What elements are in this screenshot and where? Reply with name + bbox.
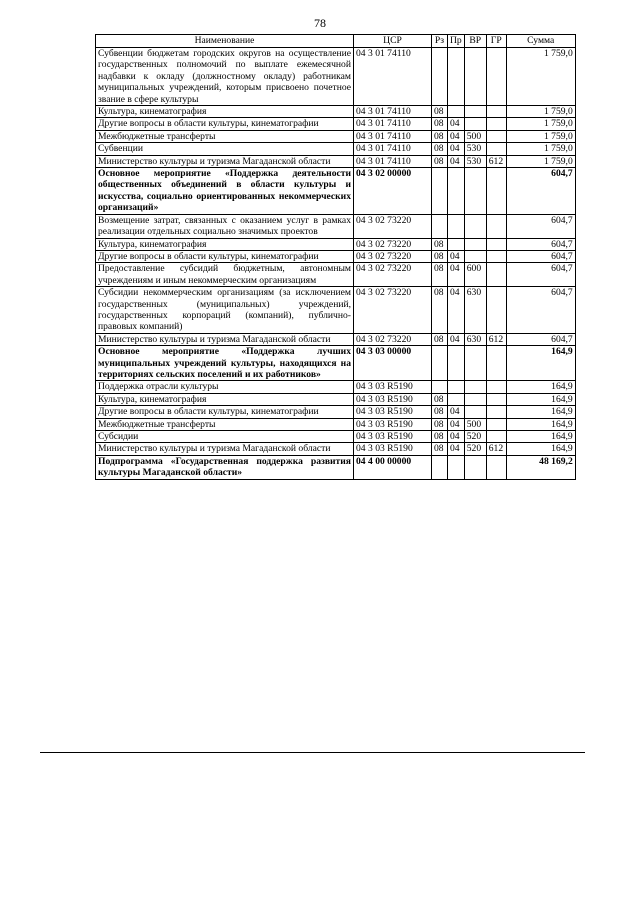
cell-gr: [486, 346, 506, 381]
cell-vr: [464, 406, 486, 418]
cell-csr: 04 3 02 73220: [354, 214, 432, 238]
cell-rz: 08: [432, 333, 448, 345]
cell-pr: [448, 238, 465, 250]
table-row: [96, 443, 576, 455]
cell-sum: 604,7: [506, 168, 575, 215]
cell-vr: [464, 168, 486, 215]
cell-sum: 1 759,0: [506, 118, 575, 130]
table-header-row: [96, 35, 576, 48]
table-row: [96, 287, 576, 334]
cell-csr: 04 3 03 R5190: [354, 418, 432, 430]
budget-table: [95, 34, 576, 480]
cell-csr: 04 3 01 74110: [354, 143, 432, 155]
cell-pr: 04: [448, 443, 465, 455]
header-sum: Сумма: [506, 35, 575, 48]
cell-pr: 04: [448, 250, 465, 262]
cell-csr: 04 3 02 73220: [354, 287, 432, 334]
cell-rz: [432, 346, 448, 381]
cell-csr: 04 3 03 R5190: [354, 393, 432, 405]
cell-csr: 04 3 02 73220: [354, 250, 432, 262]
cell-gr: [486, 287, 506, 334]
table-row: [96, 106, 576, 118]
table-row: [96, 143, 576, 155]
cell-vr: [464, 48, 486, 106]
cell-gr: [486, 455, 506, 479]
cell-csr: 04 3 03 R5190: [354, 443, 432, 455]
cell-vr: [464, 214, 486, 238]
table-row: [96, 155, 576, 167]
cell-rz: 08: [432, 406, 448, 418]
cell-name: Субвенции бюджетам городских округов на осуществление государственных полномочий по выплате ежемесячной надбавки к окладу (должностному окладу) работникам муниципальных учреждений, которым присвоено почетное звание в сфере культуры: [96, 48, 354, 106]
cell-vr: [464, 381, 486, 393]
cell-name: Основное мероприятие «Поддержка лучших муниципальных учреждений культуры, находящихся на территориях сельских поселений и их работников»: [96, 346, 354, 381]
cell-vr: 500: [464, 418, 486, 430]
cell-pr: [448, 381, 465, 393]
cell-vr: 630: [464, 287, 486, 334]
cell-sum: 1 759,0: [506, 130, 575, 142]
cell-pr: [448, 214, 465, 238]
cell-vr: [464, 346, 486, 381]
header-rz: Рз: [432, 35, 448, 48]
table-row: [96, 346, 576, 381]
cell-gr: [486, 48, 506, 106]
cell-vr: [464, 106, 486, 118]
cell-sum: 164,9: [506, 406, 575, 418]
table-row: [96, 130, 576, 142]
header-vr: ВР: [464, 35, 486, 48]
cell-pr: [448, 455, 465, 479]
cell-pr: 04: [448, 418, 465, 430]
cell-sum: 164,9: [506, 418, 575, 430]
cell-vr: 520: [464, 431, 486, 443]
cell-name: Межбюджетные трансферты: [96, 418, 354, 430]
table-row: [96, 381, 576, 393]
table-row: [96, 263, 576, 287]
cell-pr: 04: [448, 118, 465, 130]
cell-rz: 08: [432, 143, 448, 155]
cell-vr: 530: [464, 143, 486, 155]
cell-rz: [432, 214, 448, 238]
header-gr: ГР: [486, 35, 506, 48]
cell-csr: 04 3 01 74110: [354, 155, 432, 167]
cell-csr: 04 3 01 74110: [354, 118, 432, 130]
cell-csr: 04 3 01 74110: [354, 106, 432, 118]
cell-rz: [432, 168, 448, 215]
page-number: 78: [314, 16, 326, 30]
cell-sum: 604,7: [506, 250, 575, 262]
table-row: [96, 168, 576, 215]
cell-name: Основное мероприятие «Поддержка деятельности общественных объединений в области культуры и искусства, социально ориентированных некоммерческих организаций»: [96, 168, 354, 215]
cell-pr: 04: [448, 155, 465, 167]
cell-rz: 08: [432, 118, 448, 130]
cell-name: Субсидии некоммерческим организациям (за исключением государственных (муниципальных) учреждений, государственных корпораций (компаний), публично-правовых компаний): [96, 287, 354, 334]
cell-sum: 604,7: [506, 263, 575, 287]
cell-rz: 08: [432, 431, 448, 443]
cell-pr: 04: [448, 130, 465, 142]
cell-name: Другие вопросы в области культуры, кинематографии: [96, 406, 354, 418]
cell-pr: [448, 168, 465, 215]
cell-csr: 04 3 03 R5190: [354, 431, 432, 443]
cell-name: Министерство культуры и туризма Магаданской области: [96, 443, 354, 455]
cell-gr: [486, 238, 506, 250]
header-name: Наименование: [96, 35, 354, 48]
cell-name: Министерство культуры и туризма Магаданской области: [96, 333, 354, 345]
cell-gr: [486, 118, 506, 130]
cell-name: Возмещение затрат, связанных с оказанием услуг в рамках реализации отдельных социально значимых проектов: [96, 214, 354, 238]
cell-vr: [464, 250, 486, 262]
cell-name: Поддержка отрасли культуры: [96, 381, 354, 393]
cell-gr: [486, 381, 506, 393]
cell-name: Подпрограмма «Государственная поддержка развития культуры Магаданской области»: [96, 455, 354, 479]
cell-gr: [486, 106, 506, 118]
footer-divider: [40, 752, 585, 753]
cell-gr: 612: [486, 333, 506, 345]
cell-gr: 612: [486, 443, 506, 455]
cell-gr: [486, 406, 506, 418]
cell-sum: 1 759,0: [506, 155, 575, 167]
cell-csr: 04 3 02 73220: [354, 263, 432, 287]
cell-name: Культура, кинематография: [96, 106, 354, 118]
cell-sum: 1 759,0: [506, 106, 575, 118]
cell-rz: [432, 381, 448, 393]
cell-sum: 604,7: [506, 214, 575, 238]
cell-pr: [448, 48, 465, 106]
cell-name: Субвенции: [96, 143, 354, 155]
cell-sum: 164,9: [506, 431, 575, 443]
cell-rz: 08: [432, 238, 448, 250]
cell-gr: [486, 250, 506, 262]
cell-gr: [486, 214, 506, 238]
cell-rz: 08: [432, 130, 448, 142]
cell-vr: [464, 393, 486, 405]
table-row: [96, 455, 576, 479]
cell-name: Культура, кинематография: [96, 393, 354, 405]
cell-gr: 612: [486, 155, 506, 167]
cell-pr: [448, 346, 465, 381]
cell-csr: 04 3 02 73220: [354, 333, 432, 345]
cell-sum: 164,9: [506, 346, 575, 381]
cell-sum: 604,7: [506, 333, 575, 345]
cell-sum: 164,9: [506, 393, 575, 405]
cell-rz: [432, 48, 448, 106]
cell-rz: 08: [432, 106, 448, 118]
cell-sum: 604,7: [506, 287, 575, 334]
cell-gr: [486, 263, 506, 287]
cell-pr: 04: [448, 143, 465, 155]
table-row: [96, 431, 576, 443]
cell-csr: 04 3 03 00000: [354, 346, 432, 381]
table-row: [96, 118, 576, 130]
cell-csr: 04 4 00 00000: [354, 455, 432, 479]
cell-vr: [464, 118, 486, 130]
table-row: [96, 393, 576, 405]
cell-pr: 04: [448, 287, 465, 334]
cell-csr: 04 3 02 73220: [354, 238, 432, 250]
cell-gr: [486, 418, 506, 430]
cell-rz: 08: [432, 250, 448, 262]
table-row: [96, 333, 576, 345]
table-row: [96, 214, 576, 238]
cell-pr: 04: [448, 431, 465, 443]
cell-rz: 08: [432, 418, 448, 430]
cell-sum: 164,9: [506, 381, 575, 393]
cell-gr: [486, 143, 506, 155]
cell-rz: 08: [432, 155, 448, 167]
cell-name: Другие вопросы в области культуры, кинематографии: [96, 118, 354, 130]
cell-vr: 500: [464, 130, 486, 142]
table-row: [96, 418, 576, 430]
cell-csr: 04 3 01 74110: [354, 130, 432, 142]
table-row: [96, 238, 576, 250]
cell-gr: [486, 130, 506, 142]
cell-rz: 08: [432, 263, 448, 287]
table-row: [96, 48, 576, 106]
table-row: [96, 406, 576, 418]
cell-rz: [432, 455, 448, 479]
cell-vr: [464, 238, 486, 250]
cell-vr: 630: [464, 333, 486, 345]
cell-rz: 08: [432, 393, 448, 405]
cell-vr: 600: [464, 263, 486, 287]
header-pr: Пр: [448, 35, 465, 48]
header-csr: ЦСР: [354, 35, 432, 48]
table-row: [96, 250, 576, 262]
cell-gr: [486, 431, 506, 443]
cell-pr: 04: [448, 263, 465, 287]
cell-rz: 08: [432, 287, 448, 334]
cell-sum: 604,7: [506, 238, 575, 250]
cell-vr: 520: [464, 443, 486, 455]
cell-name: Культура, кинематография: [96, 238, 354, 250]
cell-pr: [448, 393, 465, 405]
cell-vr: [464, 455, 486, 479]
cell-sum: 164,9: [506, 443, 575, 455]
cell-pr: 04: [448, 333, 465, 345]
table-body: [96, 48, 576, 480]
cell-name: Другие вопросы в области культуры, кинематографии: [96, 250, 354, 262]
cell-name: Субсидии: [96, 431, 354, 443]
cell-name: Министерство культуры и туризма Магаданской области: [96, 155, 354, 167]
cell-rz: 08: [432, 443, 448, 455]
cell-csr: 04 3 01 74110: [354, 48, 432, 106]
cell-gr: [486, 168, 506, 215]
cell-csr: 04 3 02 00000: [354, 168, 432, 215]
cell-sum: 1 759,0: [506, 48, 575, 106]
cell-pr: 04: [448, 406, 465, 418]
cell-gr: [486, 393, 506, 405]
cell-csr: 04 3 03 R5190: [354, 406, 432, 418]
cell-name: Межбюджетные трансферты: [96, 130, 354, 142]
cell-csr: 04 3 03 R5190: [354, 381, 432, 393]
cell-pr: [448, 106, 465, 118]
cell-sum: 48 169,2: [506, 455, 575, 479]
cell-sum: 1 759,0: [506, 143, 575, 155]
cell-vr: 530: [464, 155, 486, 167]
cell-name: Предоставление субсидий бюджетным, автономным учреждениям и иным некоммерческим организациям: [96, 263, 354, 287]
